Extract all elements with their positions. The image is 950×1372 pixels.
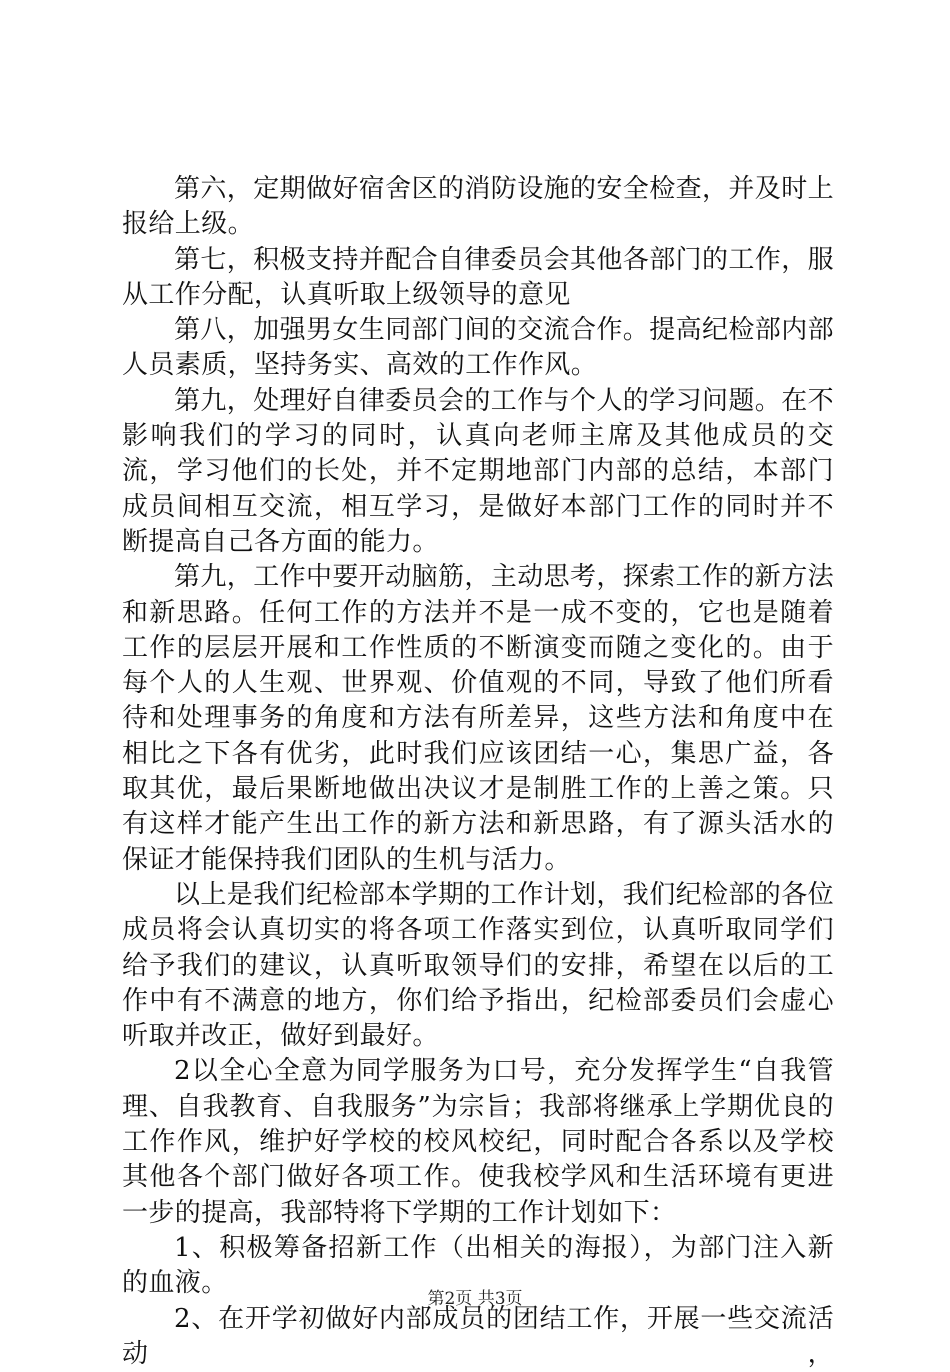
paragraph-8: 第八，加强男女生同部门间的交流合作。提高纪检部内部人员素质，坚持务实、高效的工作作风。 xyxy=(122,313,834,384)
plan-item-1: 1、积极筹备招新工作（出相关的海报），为部门注入新的血液。 xyxy=(122,1231,834,1302)
paragraph-summary: 以上是我们纪检部本学期的工作计划，我们纪检部的各位成员将会认真切实的将各项工作落实到位，认真听取同学们给予我们的建议，认真听取领导们的安排，希望在以后的工作中有不满意的地方，你们给予指出，纪检部委员们会虚心听取并改正，做好到最好。 xyxy=(122,878,834,1054)
paragraph-7: 第七，积极支持并配合自律委员会其他各部门的工作，服从工作分配，认真听取上级领导的意见 xyxy=(122,243,834,314)
paragraph-9a: 第九，处理好自律委员会的工作与个人的学习问题。在不影响我们的学习的同时，认真向老师主席及其他成员的交流，学习他们的长处，并不定期地部门内部的总结，本部门成员间相互交流，相互学习，是做好本部门工作的同时并不断提高自己各方面的能力。 xyxy=(122,384,834,560)
paragraph-9b: 第九，工作中要开动脑筋，主动思考，探索工作的新方法和新思路。任何工作的方法并不是一成不变的，它也是随着工作的层层开展和工作性质的不断演变而随之变化的。由于每个人的人生观、世界观、价值观的不同，导致了他们所看待和处理事务的角度和方法有所差异，这些方法和角度中在相比之下各有优劣，此时我们应该团结一心，集思广益，各取其优，最后果断地做出决议才是制胜工作的上善之策。只有这样才能产生出工作的新方法和新思路，有了源头活水的保证才能保持我们团队的生机与活力。 xyxy=(122,560,834,878)
paragraph-6: 第六，定期做好宿舍区的消防设施的安全检查，并及时上报给上级。 xyxy=(122,172,834,243)
paragraph-next-term-intro: 2以全心全意为同学服务为口号，充分发挥学生“自我管理、自我教育、自我服务”为宗旨；我部将继承上学期优良的工作作风，维护好学校的校风校纪，同时配合各系以及学校其他各个部门做好各项工作。使我校学风和生活环境有更进一步的提高，我部特将下学期的工作计划如下： xyxy=(122,1054,834,1230)
page-number-footer: 第2页 共3页 xyxy=(0,1284,950,1309)
plan-item-2: 2、在开学初做好内部成员的团结工作，开展一些交流活动， xyxy=(122,1302,834,1372)
document-body xyxy=(122,172,834,1372)
